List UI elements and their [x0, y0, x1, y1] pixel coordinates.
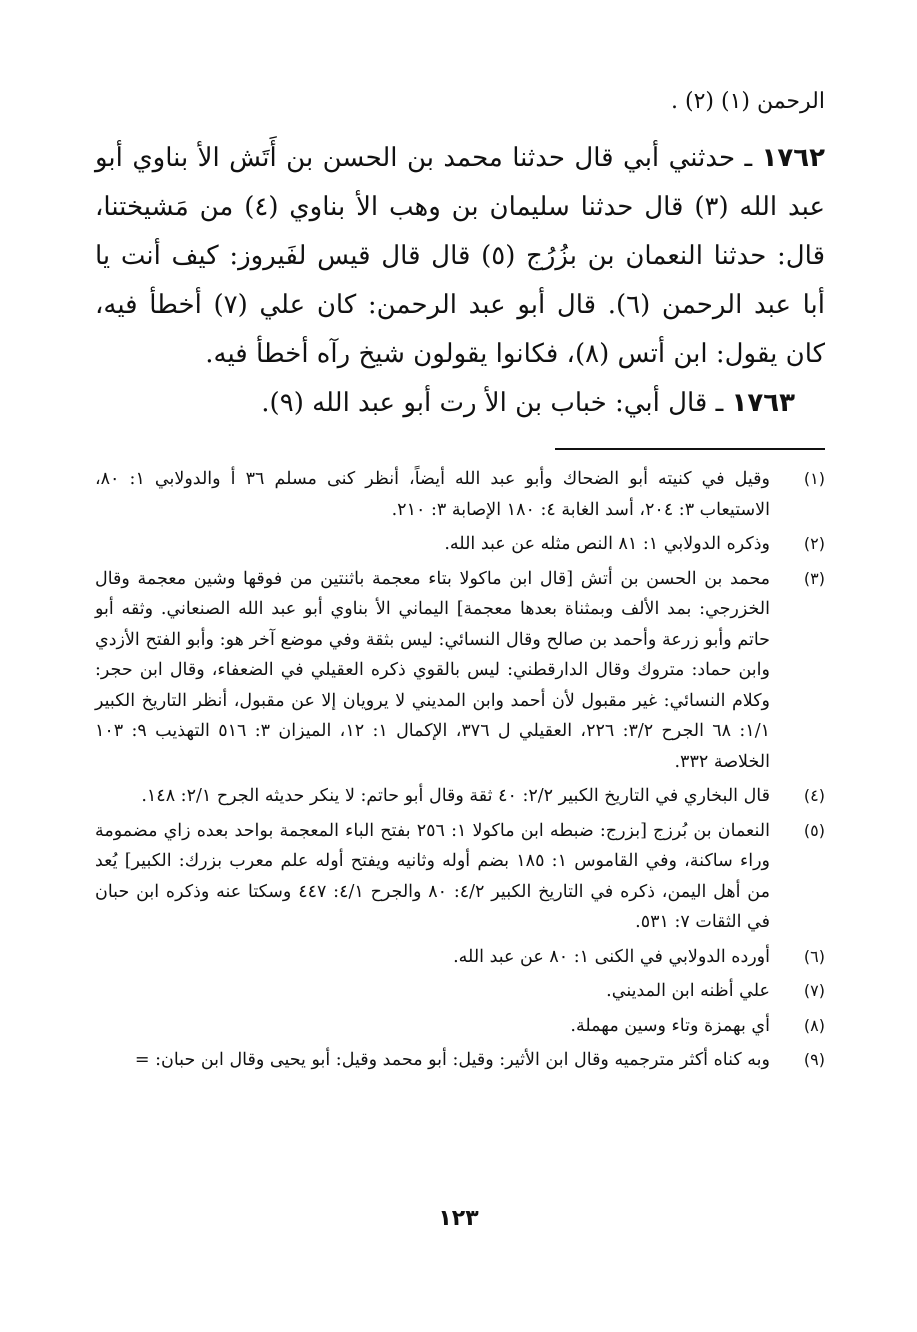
entry-line: ـ حدثني أبي قال حدثنا محمد بن الحسن بن أَتَش: [229, 143, 753, 173]
footnote-text: أورده الدولابي في الكنى ١: ٨٠ عن عبد الله.: [453, 946, 770, 967]
footnote-text: أي بهمزة وتاء وسين مهملة.: [570, 1015, 770, 1036]
footnote: [95, 464, 825, 525]
entry-line: أخطأ فيه، كان يقول: ابن أتس (٨)، فكانوا يقولون شيخ رآه أخطأ فيه.: [95, 290, 825, 369]
footnote: [95, 1045, 825, 1076]
footnote-text: وذكره الدولابي ١: ٨١ النص مثله عن عبد الله.: [444, 534, 770, 554]
entry-1762: [95, 134, 825, 379]
footnote: [95, 781, 825, 812]
entry-line: الأ بناوي أبو عبد الله (٣) قال حدثنا سليمان بن وهب الأ بناوي (٤) من: [95, 143, 825, 222]
footnote: [95, 976, 825, 1007]
footnote-text: قال البخاري في التاريخ الكبير ٢/٢: ٤٠ ثقة وقال أبو حاتم: لا ينكر حديثه الجرح ٢/١: ١٤٨.: [141, 786, 770, 806]
entry-number: ١٧٦٢: [761, 143, 826, 173]
footnote-number: (٩): [803, 1050, 825, 1069]
footnote-number: (٣): [803, 568, 825, 588]
footnote-number: (٧): [803, 981, 825, 1000]
footnote-text: محمد بن الحسن بن أتش [قال ابن ماكولا بتاء معجمة باثنتين من فوقها وشين معجمة وقال الخزرجي: بمد الألف وبمثناة بعدها معجمة] اليماني الأ بناوي أبو عبد الله الصنعاني. وثقه أبو حاتم وأبو زرعة وأحمد بن صالح وقال النسائي: ليس بثقة وفي موضع آخر هو: وأبو الفتح الأزدي وابن حماد: متروك وقال الدارقطني: ليس بالقوي ذكره العقيلي في الضعفاء، وقال ابن حجر: وكلام النسائي: غير مقبول لأن أحمد وابن المديني لا يرويان إلا عن مقبول، أنظر التاريخ الكبير ١/١: ٦٨ الجرح ٣/٢: ٢٢٦، العقيلي ل ٣٧٦، الإكمال ١: ١٢، الميزان ٣: ٥١٦ التهذيب ٩: ١٠٣ الخلاصة ٣٣٢.: [95, 568, 770, 772]
entry-line: مَشيختنا، قال: حدثنا النعمان بن بزُرُج (٥) قال قال قيس لفَيروز:: [95, 192, 826, 271]
footnote-number: (٥): [803, 820, 825, 840]
footnote: [95, 816, 825, 938]
footnote-number: (٢): [803, 534, 825, 553]
footnote-text: علي أظنه ابن المديني.: [606, 981, 770, 1001]
footnote-separator: [555, 448, 825, 450]
footnotes: [95, 464, 825, 1076]
footnote: [95, 564, 825, 778]
entry-1763: [95, 379, 825, 428]
page-content: [95, 70, 825, 1080]
footnote-number: (٦): [803, 946, 825, 966]
footnote: [95, 942, 825, 973]
footnote-number: (٤): [803, 786, 825, 805]
page-number: ١٢٣: [438, 1206, 479, 1231]
footnote-text: النعمان بن بُرزج [بزرج: ضبطه ابن ماكولا ١: ٢٥٦ بفتح الباء المعجمة بواحد بعده زاي مضمومة وراء ساكنة، وفي القاموس ١: ١٨٥ بضم أوله وثانيه ويفتح أوله علم معرب بزرك: الكبير] يُعد من أهل اليمن، ذكره في التاريخ الكبير ٤/٢: ٨٠ والجرح ٤/١: ٤٤٧ وسكتا عنه وذكره ابن حبان في الثقات ٧: ٥٣١.: [95, 820, 770, 932]
footnote-number: (١): [803, 469, 825, 488]
entry-line: كيف أنت يا أبا عبد الرحمن (٦). قال أبو عبد الرحمن: كان علي (٧): [95, 241, 826, 320]
footnote-text: وقيل في كنيته أبو الضحاك وأبو عبد الله أيضاً، أنظر كنى مسلم ٣٦ أ والدولابي ١: ٨٠، الاستيعاب ٣: ٢٠٤، أسد الغابة ٤: ١٨٠ الإصابة ٣: ٢١٠.: [95, 469, 770, 520]
footnote-number: (٨): [803, 1015, 825, 1035]
footnote-text: وبه كناه أكثر مترجميه وقال ابن الأثير: وقيل: أبو محمد وقيل: أبو يحيى وقال ابن حبان: =: [134, 1050, 770, 1070]
entry-line: ـ قال أبي: خباب بن الأ رت أبو عبد الله (٩).: [261, 388, 724, 418]
main-text: [95, 134, 825, 428]
entry-number: ١٧٦٣: [731, 388, 795, 418]
continuation-line: الرحمن (١) (٢) .: [670, 89, 825, 114]
footnote: [95, 529, 825, 560]
footnote: [95, 1011, 825, 1042]
